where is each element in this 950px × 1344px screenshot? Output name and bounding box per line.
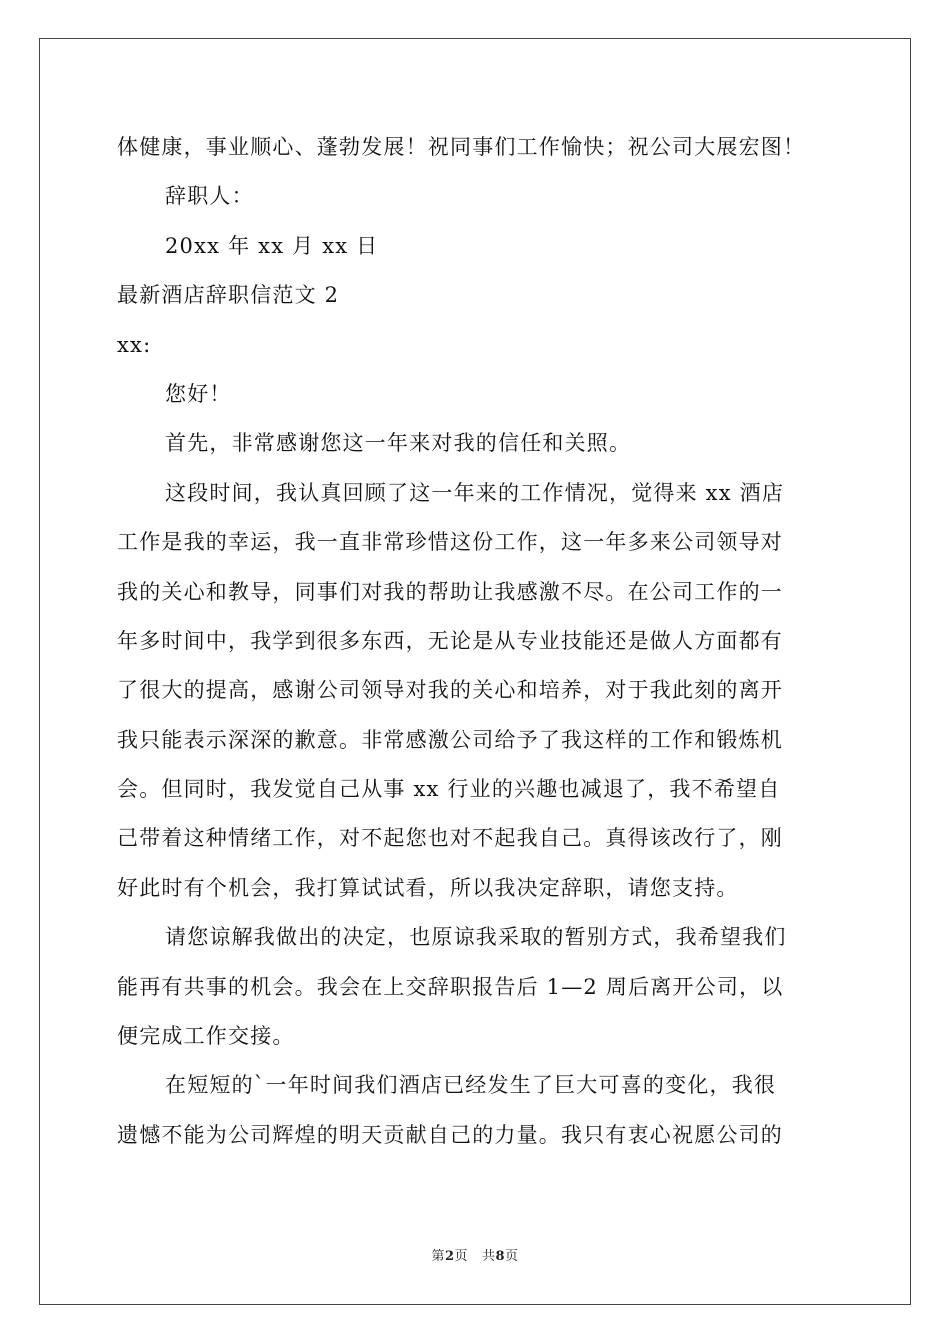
paragraph-line: 工作是我的幸运，我一直非常珍惜这份工作，这一年多来公司领导对	[117, 530, 783, 555]
paragraph-line: 了很大的提高，感谢公司领导对我的关心和培养，对于我此刻的离开	[117, 678, 783, 703]
footer-total-unit: 页	[505, 1249, 519, 1264]
signature-label: 辞职人：	[165, 184, 254, 209]
document-body	[117, 128, 837, 1165]
paragraph-line: 请您谅解我做出的决定，也原谅我采取的暂别方式，我希望我们	[165, 925, 787, 950]
text-line-1: 体健康，事业顺心、蓬勃发展！祝同事们工作愉快；祝公司大展宏图！	[117, 135, 806, 159]
total-pages-number: 8	[495, 1249, 506, 1264]
paragraph-line: 会。但同时，我发觉自己从事 xx 行业的兴趣也减退了，我不希望自	[117, 777, 781, 802]
salutation: xx:	[117, 332, 152, 357]
paragraph-line: 在短短的`一年时间我们酒店已经发生了巨大可喜的变化，我很	[165, 1073, 777, 1098]
paragraph-line: 遗憾不能为公司辉煌的明天贡献自己的力量。我只有衷心祝愿公司的	[117, 1122, 783, 1147]
footer-prefix: 第	[431, 1249, 445, 1264]
paragraph-line: 我只能表示深深的歉意。非常感激公司给予了我这样的工作和锻炼机	[117, 727, 783, 752]
footer-page-unit: 页	[454, 1249, 469, 1264]
footer-total-prefix: 共	[481, 1249, 496, 1264]
paragraph-line: 便完成工作交接。	[117, 1024, 295, 1049]
paragraph-line: 首先，非常感谢您这一年来对我的信任和关照。	[165, 431, 632, 456]
paragraph-line: 好此时有个机会，我打算试试看，所以我决定辞职，请您支持。	[117, 875, 739, 900]
section-title: 最新酒店辞职信范文 2	[117, 283, 340, 308]
paragraph-line: 己带着这种情绪工作，对不起您也对不起我自己。真得该改行了，刚	[117, 826, 783, 851]
current-page-number: 2	[444, 1249, 455, 1264]
paragraph-line: 年多时间中，我学到很多东西，无论是从专业技能还是做人方面都有	[117, 628, 783, 653]
paragraph-line: 我的关心和教导，同事们对我的帮助让我感激不尽。在公司工作的一	[117, 579, 783, 604]
date-line: 20xx 年 xx 月 xx 日	[165, 233, 379, 258]
greeting: 您好！	[165, 381, 232, 406]
page-footer	[0, 1245, 950, 1264]
paragraph-line: 能再有共事的机会。我会在上交辞职报告后 1—2 周后离开公司，以	[117, 974, 784, 999]
paragraph-line: 这段时间，我认真回顾了这一年来的工作情况，觉得来 xx 酒店	[165, 480, 785, 505]
